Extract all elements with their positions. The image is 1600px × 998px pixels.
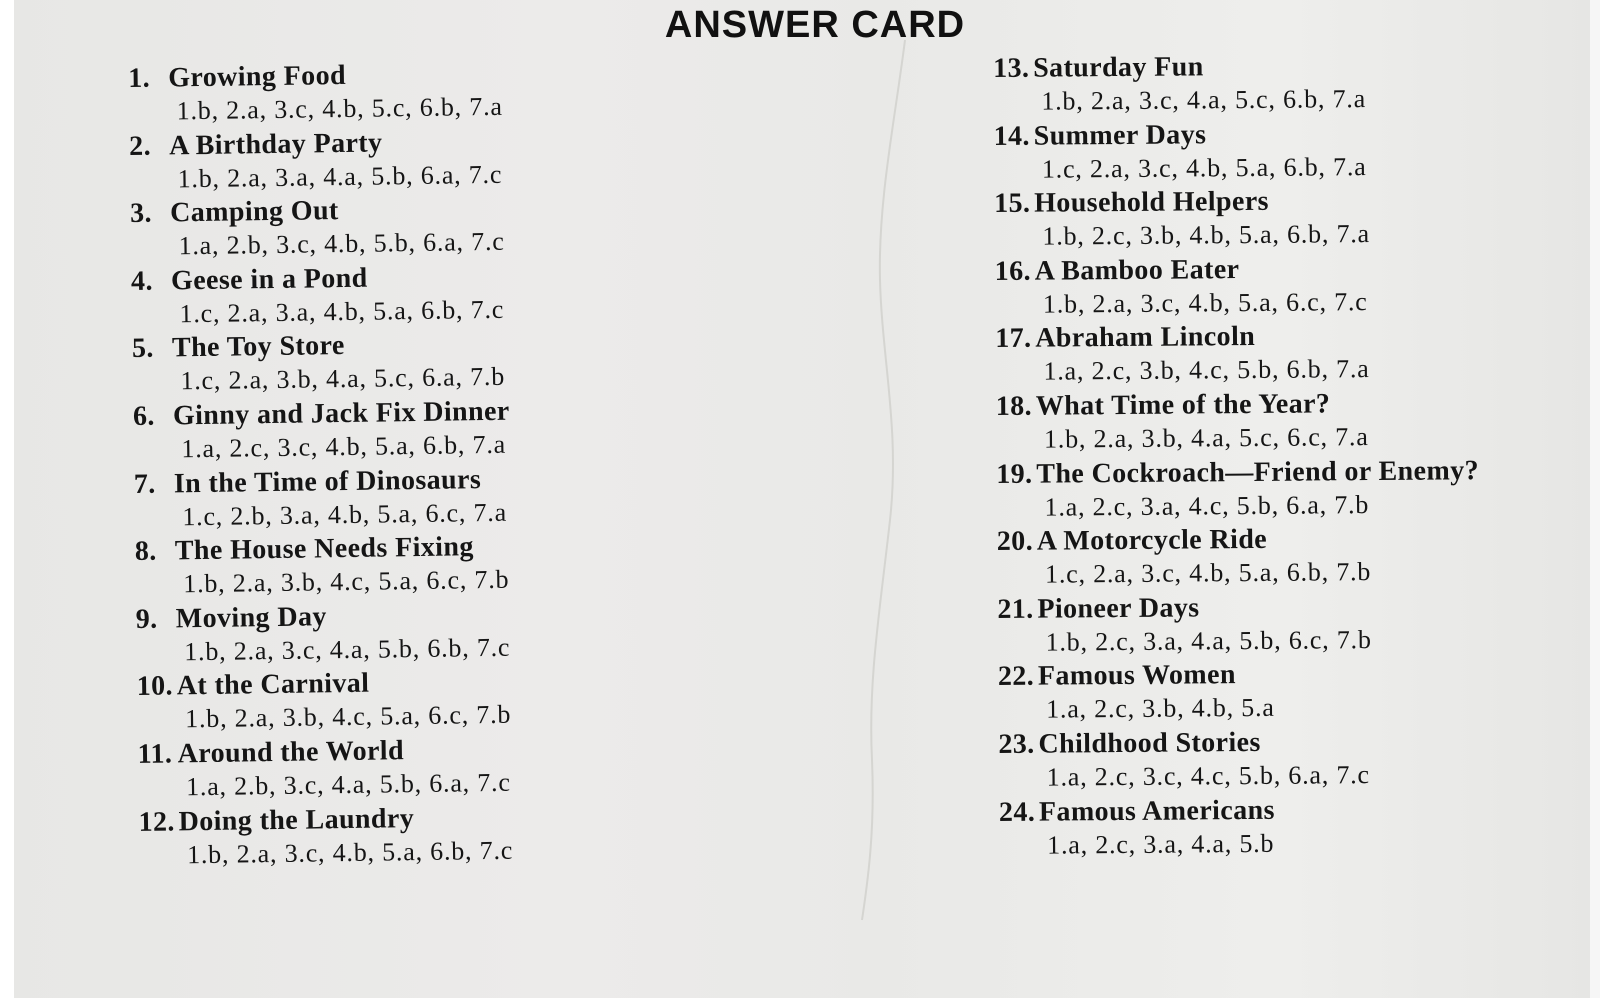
entry-title: Household Helpers — [1034, 186, 1270, 219]
entry-answers: 1.b, 2.a, 3.c, 4.a, 5.c, 6.b, 7.a — [1041, 84, 1367, 116]
entry-heading — [994, 183, 1477, 221]
entry-heading — [128, 57, 505, 96]
entry-heading — [135, 530, 512, 569]
entry-number: 21. — [997, 593, 1034, 625]
answer-entry — [136, 665, 514, 738]
entry-title: The Toy Store — [171, 330, 345, 364]
entry-answers: 1.b, 2.a, 3.a, 4.a, 5.b, 6.a, 7.c — [177, 159, 503, 193]
answer-entry — [130, 192, 508, 265]
entry-heading — [999, 792, 1482, 830]
entry-heading — [133, 395, 510, 434]
entry-heading — [136, 597, 513, 636]
answer-entry — [136, 597, 514, 670]
entry-heading — [130, 192, 507, 231]
answer-entry — [132, 327, 510, 400]
entry-number: 6. — [132, 400, 155, 432]
entry-heading — [998, 724, 1481, 762]
entry-number: 11. — [137, 738, 173, 770]
entry-answers: 1.a, 2.c, 3.c, 4.b, 5.a, 6.b, 7.a — [181, 429, 507, 464]
entry-title: Summer Days — [1033, 118, 1207, 152]
entry-title: Famous Women — [1037, 659, 1237, 693]
scan-edge-right — [1590, 0, 1600, 998]
entry-title: Camping Out — [169, 195, 339, 229]
entry-heading — [998, 657, 1481, 695]
answer-entry — [131, 260, 509, 333]
entry-title: Doing the Laundry — [178, 802, 415, 837]
entry-answers: 1.b, 2.c, 3.a, 4.a, 5.b, 6.c, 7.b — [1045, 624, 1372, 657]
entry-number: 3. — [129, 197, 153, 230]
entry-answers: 1.b, 2.a, 3.c, 4.a, 5.b, 6.b, 7.c — [184, 632, 511, 667]
entry-number: 2. — [128, 130, 152, 162]
answer-entry — [995, 251, 1478, 322]
page-title: ANSWER CARD — [664, 4, 966, 46]
entry-answers: 1.c, 2.a, 3.b, 4.a, 5.c, 6.a, 7.b — [180, 362, 506, 396]
entry-number: 20. — [996, 525, 1034, 558]
entry-number: 13. — [993, 52, 1030, 84]
entry-answers: 1.b, 2.a, 3.c, 4.b, 5.a, 6.c, 7.c — [1042, 286, 1368, 319]
entry-heading — [993, 48, 1476, 86]
entry-title: Pioneer Days — [1037, 592, 1200, 625]
entry-heading — [138, 800, 515, 839]
entry-answers: 1.c, 2.a, 3.a, 4.b, 5.a, 6.b, 7.c — [179, 294, 505, 329]
entry-title: Famous Americans — [1038, 794, 1275, 828]
entry-number: 18. — [995, 390, 1033, 422]
entry-number: 10. — [136, 670, 174, 703]
answer-entry — [997, 521, 1480, 592]
entry-heading — [997, 521, 1480, 559]
entry-title: The Cockroach—Friend or Enemy? — [1036, 454, 1480, 490]
entry-answers: 1.b, 2.c, 3.b, 4.b, 5.a, 6.b, 7.a — [1042, 219, 1371, 251]
entry-title: A Bamboo Eater — [1034, 253, 1240, 287]
answer-entry — [999, 792, 1482, 863]
entry-number: 23. — [998, 728, 1035, 760]
scan-edge-left — [0, 0, 14, 998]
entry-number: 8. — [134, 535, 157, 568]
entry-heading — [137, 733, 514, 772]
entry-title: Saturday Fun — [1033, 51, 1204, 84]
entry-answers: 1.a, 2.b, 3.c, 4.b, 5.b, 6.a, 7.c — [178, 226, 505, 261]
entry-title: Ginny and Jack Fix Dinner — [172, 395, 510, 432]
entry-answers: 1.b, 2.a, 3.b, 4.a, 5.c, 6.c, 7.a — [1043, 422, 1369, 454]
answer-entry — [129, 124, 507, 197]
entry-number: 16. — [994, 255, 1032, 287]
entry-number: 22. — [997, 661, 1035, 693]
entry-number: 5. — [131, 333, 155, 365]
left-answer-column — [128, 57, 516, 873]
entry-number: 1. — [128, 62, 151, 94]
right-answer-column — [993, 48, 1482, 863]
entry-number: 15. — [994, 187, 1031, 220]
entry-number: 9. — [135, 603, 158, 635]
answer-entry — [138, 800, 516, 873]
answer-entry — [996, 386, 1479, 457]
entry-answers: 1.a, 2.b, 3.c, 4.a, 5.b, 6.a, 7.c — [185, 767, 511, 802]
entry-number: 4. — [130, 265, 154, 297]
entry-heading — [994, 116, 1477, 154]
answer-entry — [998, 657, 1481, 728]
answer-entry — [996, 454, 1479, 525]
entry-answers: 1.c, 2.a, 3.c, 4.b, 5.a, 6.b, 7.a — [1041, 151, 1367, 184]
entry-answers: 1.b, 2.a, 3.c, 4.b, 5.c, 6.b, 7.a — [176, 91, 503, 126]
entry-answers: 1.a, 2.c, 3.b, 4.b, 5.a — [1046, 693, 1275, 724]
entry-number: 7. — [133, 468, 156, 500]
entry-answers: 1.a, 2.c, 3.b, 4.c, 5.b, 6.b, 7.a — [1043, 354, 1370, 386]
entry-title: Geese in a Pond — [170, 262, 368, 297]
answer-entry — [994, 183, 1477, 254]
entry-heading — [131, 260, 508, 299]
entry-number: 14. — [993, 120, 1030, 152]
entry-answers: 1.b, 2.a, 3.b, 4.c, 5.a, 6.c, 7.b — [184, 700, 512, 734]
entry-title: Abraham Lincoln — [1035, 321, 1256, 355]
entry-answers: 1.c, 2.b, 3.a, 4.b, 5.a, 6.c, 7.a — [182, 497, 508, 531]
entry-answers: 1.a, 2.c, 3.c, 4.c, 5.b, 6.a, 7.c — [1046, 760, 1370, 792]
entry-title: In the Time of Dinosaurs — [173, 463, 482, 499]
entry-title: Growing Food — [168, 59, 347, 94]
entry-answers: 1.a, 2.c, 3.a, 4.a, 5.b — [1047, 828, 1275, 860]
answer-entry — [134, 462, 512, 535]
answer-entry — [993, 48, 1476, 119]
answer-entry — [137, 733, 515, 806]
answer-entry — [133, 395, 511, 468]
entry-heading — [997, 589, 1480, 627]
answer-entry — [995, 319, 1478, 390]
answer-entry — [994, 116, 1477, 187]
entry-title: Childhood Stories — [1038, 726, 1261, 760]
entry-number: 19. — [996, 458, 1033, 490]
entry-title: The House Needs Fixing — [174, 531, 474, 567]
entry-answers: 1.a, 2.c, 3.a, 4.c, 5.b, 6.a, 7.b — [1044, 489, 1370, 522]
answer-entry — [128, 57, 506, 130]
entry-number: 12. — [138, 805, 176, 838]
entry-title: A Motorcycle Ride — [1036, 524, 1268, 557]
entry-heading — [134, 462, 511, 501]
entry-heading — [996, 454, 1479, 492]
entry-title: Around the World — [177, 735, 405, 770]
answer-entry — [135, 530, 513, 603]
entry-answers: 1.b, 2.a, 3.c, 4.b, 5.a, 6.b, 7.c — [186, 835, 514, 869]
entry-title: Moving Day — [175, 601, 327, 635]
entry-title: At the Carnival — [176, 668, 370, 702]
entry-heading — [129, 124, 506, 163]
entry-heading — [136, 665, 513, 704]
entry-answers: 1.c, 2.a, 3.c, 4.b, 5.a, 6.b, 7.b — [1044, 557, 1372, 589]
entry-heading — [132, 327, 509, 366]
entry-answers: 1.b, 2.a, 3.b, 4.c, 5.a, 6.c, 7.b — [183, 564, 510, 599]
answer-entry — [997, 589, 1480, 660]
entry-heading — [996, 386, 1479, 424]
entry-heading — [995, 319, 1478, 357]
entry-number: 17. — [995, 323, 1032, 355]
entry-title: What Time of the Year? — [1035, 388, 1331, 422]
entry-number: 24. — [998, 796, 1036, 828]
entry-heading — [995, 251, 1478, 289]
entry-title: A Birthday Party — [168, 127, 383, 162]
answer-entry — [998, 724, 1481, 795]
